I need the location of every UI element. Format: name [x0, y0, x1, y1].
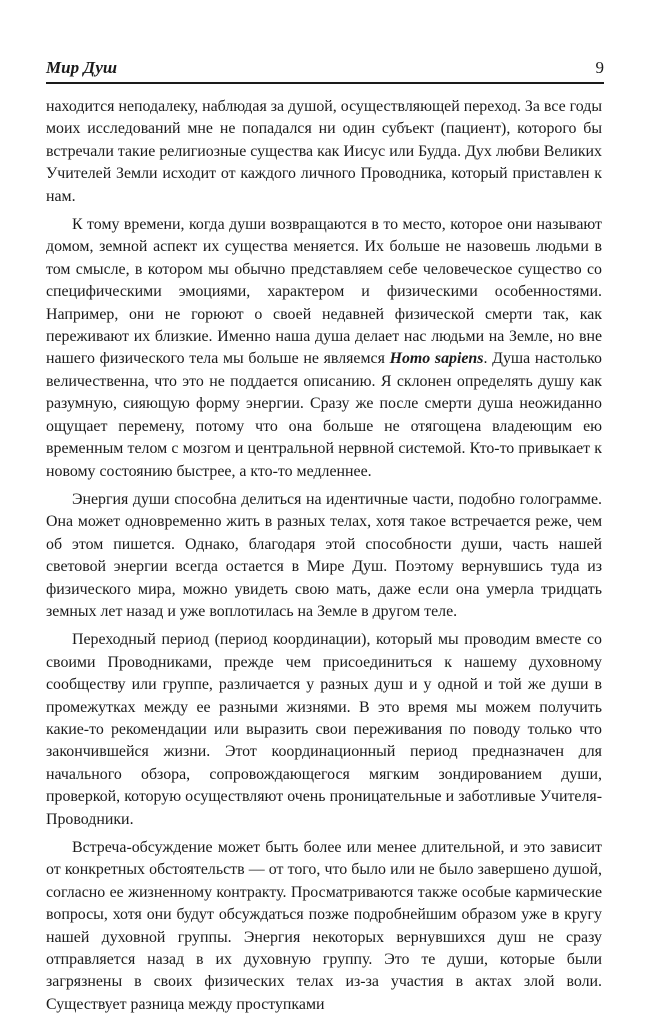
paragraph-5: Встреча-обсуждение может быть более или менее длительной, и это зависит от конкретных обстоятельств — от того, что было или не было завершено душой, согласно ее жизненному контракту. Просматриваются также особые кармические вопросы, хотя они будут обсуждаться позже подробнейшим образом уже в кругу нашей духовной группы. Энергия некоторых вернувшихся душ не сразу отправляется назад в их духовную группу. Это те души, которые были загрязнены в своих физических телах из-за участия в актах злой воли. Существует разница между проступками: [46, 839, 602, 1013]
page-number: 9: [595, 58, 604, 77]
running-header: [46, 58, 604, 84]
body-text: [46, 96, 602, 1016]
paragraph-2-after: . Душа настолько величественна, что это не поддается описанию. Я склонен определять душу как разумную, сияющую форму энергии. Сразу же после смерти душа неожиданно ощущает перемену, потому что она больше не отягощена владеющим ею временным телом с мозгом и центральной нервной системой. Кто-то привыкает к новому состоянию быстрее, а кто-то медленнее.: [46, 350, 603, 480]
paragraph-2: [46, 214, 602, 483]
paragraph-2-before: К тому времени, когда души возвращаются в то место, которое они называют домом, земной аспект их существа меняется. Их больше не назовешь людьми в том смысле, в котором мы обычно представляем себе человеческое существо со специфическими эмоциями, характером и физическими особенностями. Например, они не горюют о своей недавней физической смерти так, как переживают их близкие. Именно наша душа делает нас людьми на Земле, но вне нашего физического тела мы больше не являемся: [46, 216, 602, 368]
latin-term: Homo sapiens: [389, 350, 484, 368]
paragraph-4: Переходный период (период координации), который мы проводим вместе со своими Проводниками, прежде чем присоединиться к нашему духовному сообществу или группе, различается у разных душ и у одной и той же души в промежутках между ее разными жизнями. В это время мы можем получить какие-то рекомендации или выразить свои переживания по поводу только что закончившейся жизни. Этот координационный период предназначен для начального обзора, сопровождающегося мягким зондированием души, проверкой, которую осуществляют очень проницательные и заботливые Учителя-Проводники.: [46, 631, 602, 828]
paragraph-1: находится неподалеку, наблюдая за душой, осуществляющей переход. За все годы моих исследований мне не попадался ни один субъект (пациент), которого бы встречали такие религиозные существа как Иисус или Будда. Дух любви Великих Учителей Земли исходит от каждого личного Проводника, который приставлен к нам.: [46, 98, 602, 205]
paragraph-3: Энергия души способна делиться на идентичные части, подобно голограмме. Она может одновременно жить в разных телах, хотя такое встречается реже, чем об этом пишется. Однако, благодаря этой способности души, часть нашей световой энергии всегда остается в Мире Душ. Поэтому вернувшись туда из физического мира, можно увидеть свою мать, даже если она умерла тридцать земных лет назад и уже воплотилась на Земле в другом теле.: [46, 490, 602, 620]
running-title: Мир Душ: [46, 58, 118, 77]
